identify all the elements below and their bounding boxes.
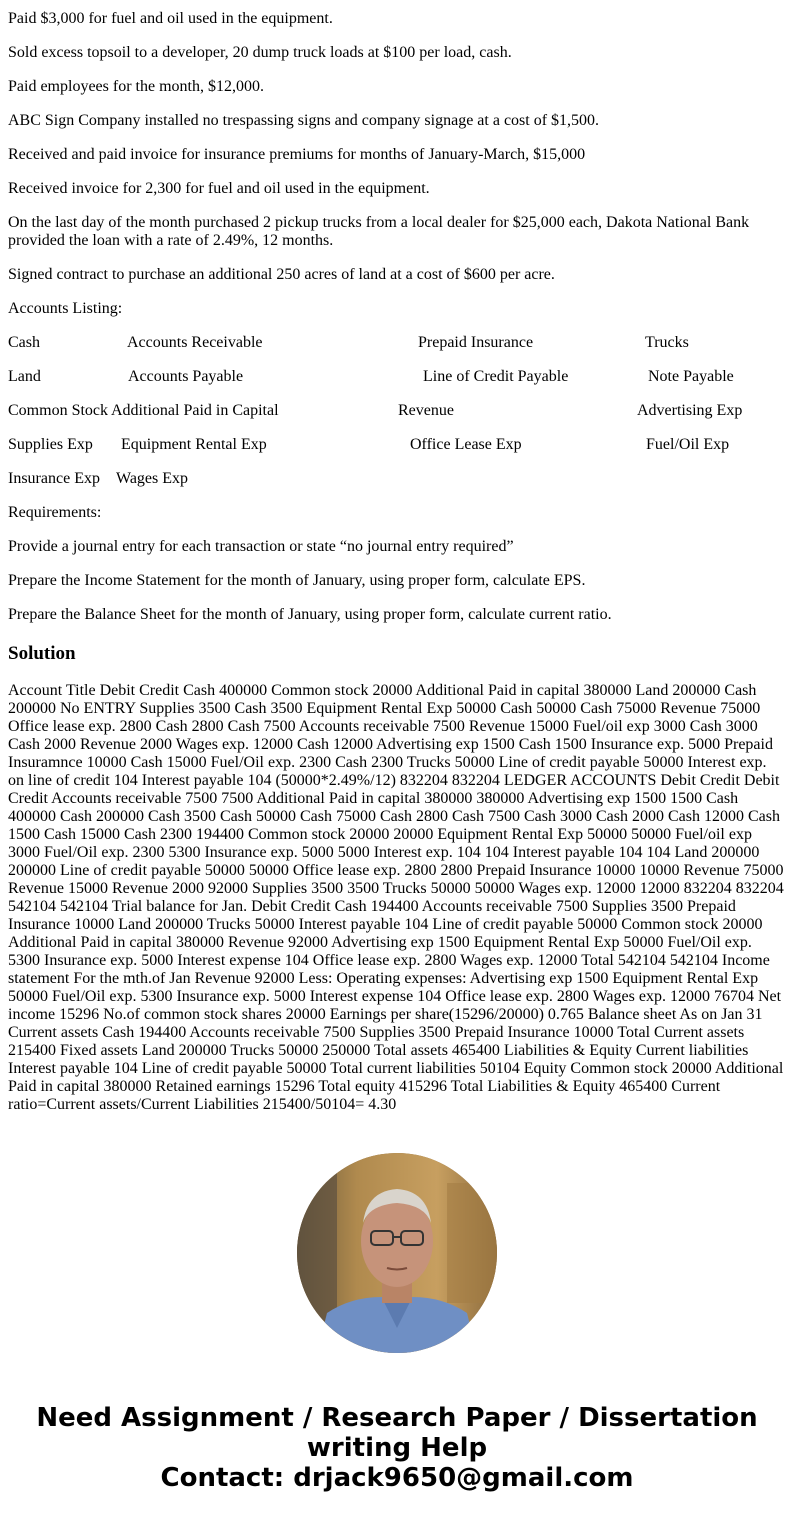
footer-contact: Contact: drjack9650@gmail.com: [160, 1463, 634, 1493]
requirement-item: Prepare the Balance Sheet for the month of January, using proper form, calculate current ratio.: [8, 606, 612, 623]
transaction-text: Paid employees for the month, $12,000.: [8, 78, 264, 95]
account-name: Prepaid Insurance: [418, 334, 534, 351]
transaction-text: On the last day of the month purchased 2 pickup trucks from a local dealer for $25,000 each, Dakota National Bank provided the loan with a rate of 2.49%, 12 months.: [8, 214, 750, 249]
account-name: Land: [8, 368, 41, 385]
requirement-item: Prepare the Income Statement for the month of January, using proper form, calculate EPS.: [8, 572, 586, 589]
footer-banner: [0, 1403, 794, 1493]
account-name: Insurance Exp: [8, 470, 100, 487]
account-name: Common Stock: [8, 402, 109, 419]
account-name: Advertising Exp: [637, 402, 743, 419]
transaction-text: Received and paid invoice for insurance premiums for months of January-March, $15,000: [8, 146, 586, 163]
account-name: Supplies Exp: [8, 436, 93, 453]
transaction-text: Sold excess topsoil to a developer, 20 dump truck loads at $100 per load, cash.: [8, 44, 512, 61]
transaction-text: Received invoice for 2,300 for fuel and oil used in the equipment.: [8, 180, 430, 197]
account-name: Office Lease Exp: [410, 436, 522, 453]
account-name: Note Payable: [648, 368, 734, 385]
portrait-illustration: [297, 1153, 497, 1353]
transaction-text: ABC Sign Company installed no trespassing signs and company signage at a cost of $1,500.: [8, 112, 600, 129]
requirements-heading: Requirements:: [8, 504, 102, 521]
requirement-item: Provide a journal entry for each transaction or state “no journal entry required”: [8, 538, 514, 555]
accounts-listing-heading: Accounts Listing:: [8, 300, 123, 317]
account-name: Equipment Rental Exp: [121, 436, 267, 453]
account-name: Additional Paid in Capital: [111, 402, 279, 419]
account-name: Trucks: [645, 334, 689, 351]
transaction-text: Signed contract to purchase an additional 250 acres of land at a cost of $600 per acre.: [8, 266, 555, 283]
account-name: Accounts Payable: [128, 368, 244, 385]
footer-line: writing Help: [306, 1433, 488, 1463]
account-name: Cash: [8, 334, 40, 351]
account-name: Line of Credit Payable: [423, 368, 569, 385]
solution-title: Solution: [8, 643, 76, 664]
footer-line: Need Assignment / Research Paper / Dissertation: [36, 1403, 758, 1433]
account-name: Wages Exp: [116, 470, 189, 487]
solution-body: Account Title Debit Credit Cash 400000 Common stock 20000 Additional Paid in capital 380000 Land 200000 Cash 200000 No ENTRY Supplies 3500 Cash 3500 Equipment Rental Exp 50000 Cash 50000 Cash 75000 Revenue 75000 Office lease exp. 2800 Cash 2800 Cash 7500 Accounts receivable 7500 Revenue 15000 Fuel/oil exp 3000 Cash 3000 Cash 2000 Revenue 2000 Wages exp. 12000 Cash 12000 Advertising exp 1500 Cash 1500 Insurance exp. 5000 Prepaid Insuramnce 10000 Cash 15000 Fuel/Oil exp. 2300 Cash 2300 Trucks 50000 Line of credit payable 50000 Interest exp. on line of credit 104 Interest payable 104 (50000*2.49%/12) 832204 832204 LEDGER ACCOUNTS Debit Credit Debit Credit Accounts receivable 7500 7500 Additional Paid in capital 380000 380000 Advertising exp 1500 1500 Cash 400000 Cash 200000 Cash 3500 Cash 50000 Cash 75000 Cash 2800 Cash 7500 Cash 3000 Cash 2000 Cash 12000 Cash 1500 Cash 15000 Cash 2300 194400 Common stock 20000 20000 Equipment Rental Exp 50000 50000 Fuel/oil exp 3000 Fuel/Oil exp. 2300 5300 Insurance exp. 5000 5000 Interest exp. 104 104 Interest payable 104 104 Land 200000 200000 Line of credit payable 50000 50000 Office lease exp. 2800 2800 Prepaid Insurance 10000 10000 Revenue 75000 Revenue 15000 Revenue 2000 92000 Supplies 3500 3500 Trucks 50000 50000 Wages exp. 12000 12000 832204 832204 542104 542104 Trial balance for Jan. Debit Credit Cash 194400 Accounts receivable 7500 Supplies 3500 Prepaid Insurance 10000 Land 200000 Trucks 50000 Interest payable 104 Line of credit payable 50000 Common stock 20000 Additional Paid in capital 380000 Revenue 92000 Advertising exp 1500 Equipment Rental Exp 50000 Fuel/Oil exp. 5300 Insurance exp. 5000 Interest expense 104 Office lease exp. 2800 Wages exp. 12000 Total 542104 542104 Income statement For the mth.of Jan Revenue 92000 Less: Operating expenses: Advertising exp 1500 Equipment Rental Exp 50000 Fuel/Oil exp. 5300 Insurance exp. 5000 Interest expense 104 Office lease exp. 2800 Wages exp. 12000 76704 Net income 15296 No.of common stock shares 20000 Earnings per share(15296/20000) 0.765 Balance sheet As on Jan 31 Current assets Cash 194400 Accounts receivable 7500 Supplies 3500 Prepaid Insurance 10000 Total Current assets 215400 Fixed assets Land 200000 Trucks 50000 250000 Total assets 465400 Liabilities & Equity Current liabilities Interest payable 104 Line of credit payable 50000 Total current liabilities 50104 Equity Common stock 20000 Additional Paid in capital 380000 Retained earnings 15296 Total equity 415296 Total Liabilities & Equity 465400 Current ratio=Current assets/Current Liabilities 215400/50104= 4.30: [8, 682, 784, 1113]
account-name: Revenue: [398, 402, 454, 419]
account-name: Fuel/Oil Exp: [646, 436, 730, 453]
transaction-text: Paid $3,000 for fuel and oil used in the equipment.: [8, 10, 333, 27]
author-avatar: [297, 1153, 497, 1353]
account-name: Accounts Receivable: [127, 334, 263, 351]
